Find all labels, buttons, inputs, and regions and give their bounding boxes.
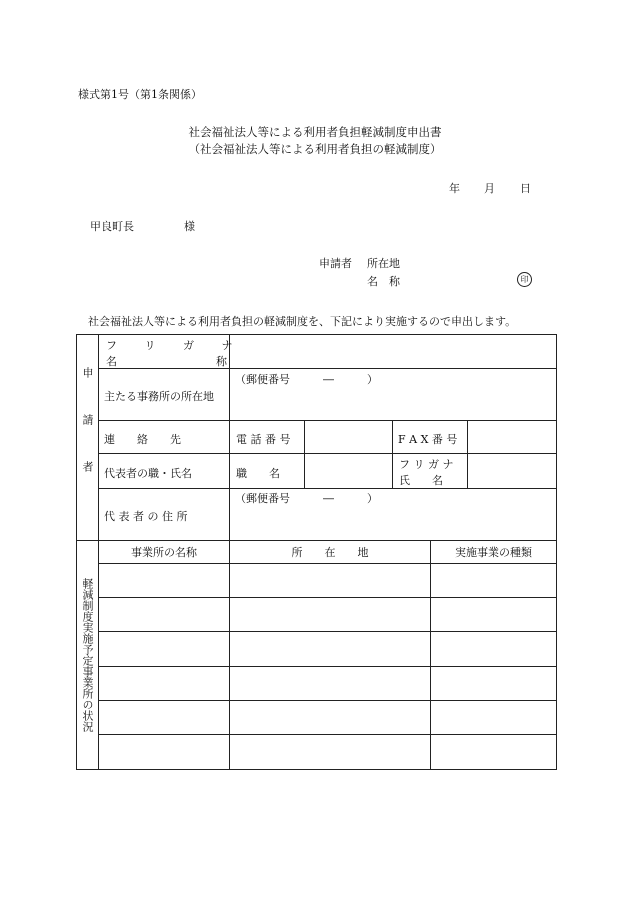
rep-postal: （郵便番号 ― ） bbox=[235, 492, 378, 505]
rep-address-label: 代 表 者 の 住 所 bbox=[104, 510, 188, 523]
addressee-name: 甲良町長 bbox=[90, 220, 134, 233]
rep-name-label: 氏 名 bbox=[399, 474, 443, 487]
seal-mark bbox=[517, 272, 532, 287]
fax-label: F A X 番 号 bbox=[398, 433, 458, 446]
fax-field[interactable] bbox=[468, 421, 556, 453]
main-office-field[interactable] bbox=[230, 386, 556, 420]
form-number: 様式第1号（第1条関係） bbox=[78, 88, 202, 101]
main-office-label: 主たる事務所の所在地 bbox=[104, 390, 214, 403]
table-border-right bbox=[556, 334, 557, 770]
rep-name-field[interactable] bbox=[468, 454, 556, 488]
rep-furigana-label: フ リ ガ ナ bbox=[399, 458, 454, 471]
form-subtitle: （社会福祉法人等による利用者負担の軽減制度） bbox=[188, 142, 442, 156]
main-office-postal: （郵便番号 ― ） bbox=[235, 373, 378, 386]
col-business-name: 事業所の名称 bbox=[131, 546, 197, 559]
table-border-bottom bbox=[76, 769, 557, 770]
col-line bbox=[229, 540, 230, 770]
date-year: 年 bbox=[449, 182, 460, 195]
rep-address-field[interactable] bbox=[230, 505, 556, 539]
phone-label: 電 話 番 号 bbox=[236, 433, 291, 446]
intro-text: 社会福祉法人等による利用者負担の軽減制度を、下記により実施するので申出します。 bbox=[88, 315, 517, 328]
title-label: 職 名 bbox=[236, 467, 280, 480]
col-service-type: 実施事業の種類 bbox=[455, 546, 532, 559]
row-line bbox=[98, 488, 557, 489]
rep-title-name-label: 代表者の職・氏名 bbox=[104, 467, 192, 480]
date-month: 月 bbox=[484, 182, 495, 195]
name-label: 名 称 bbox=[106, 355, 271, 368]
form-title: 社会福祉法人等による利用者負担軽減制度申出書 bbox=[188, 125, 442, 139]
seal-icon: 印 bbox=[517, 272, 532, 287]
applicant-name-label: 名 称 bbox=[367, 275, 400, 288]
facility-side-label: 軽減制度実施予定事業所の状況 bbox=[81, 578, 94, 732]
applicant-location-label: 所在地 bbox=[367, 257, 400, 270]
date-day: 日 bbox=[520, 182, 531, 195]
row-line bbox=[98, 666, 557, 667]
applicant-label: 申請者 bbox=[319, 257, 352, 270]
applicant-side-label: 申請者 bbox=[81, 366, 94, 508]
title-field[interactable] bbox=[305, 454, 392, 488]
row-line bbox=[98, 563, 557, 564]
addressee-honorific: 様 bbox=[184, 220, 195, 233]
col-line bbox=[430, 540, 431, 770]
row-line bbox=[98, 597, 557, 598]
furigana-label: フ リ ガ ナ bbox=[106, 339, 245, 352]
row-line bbox=[98, 631, 557, 632]
furigana-name-field[interactable] bbox=[230, 335, 556, 368]
col-location: 所 在 地 bbox=[291, 546, 369, 559]
row-line bbox=[98, 734, 557, 735]
row-line bbox=[98, 700, 557, 701]
col-line bbox=[392, 420, 393, 488]
contact-label: 連 絡 先 bbox=[104, 433, 181, 446]
phone-field[interactable] bbox=[305, 421, 392, 453]
